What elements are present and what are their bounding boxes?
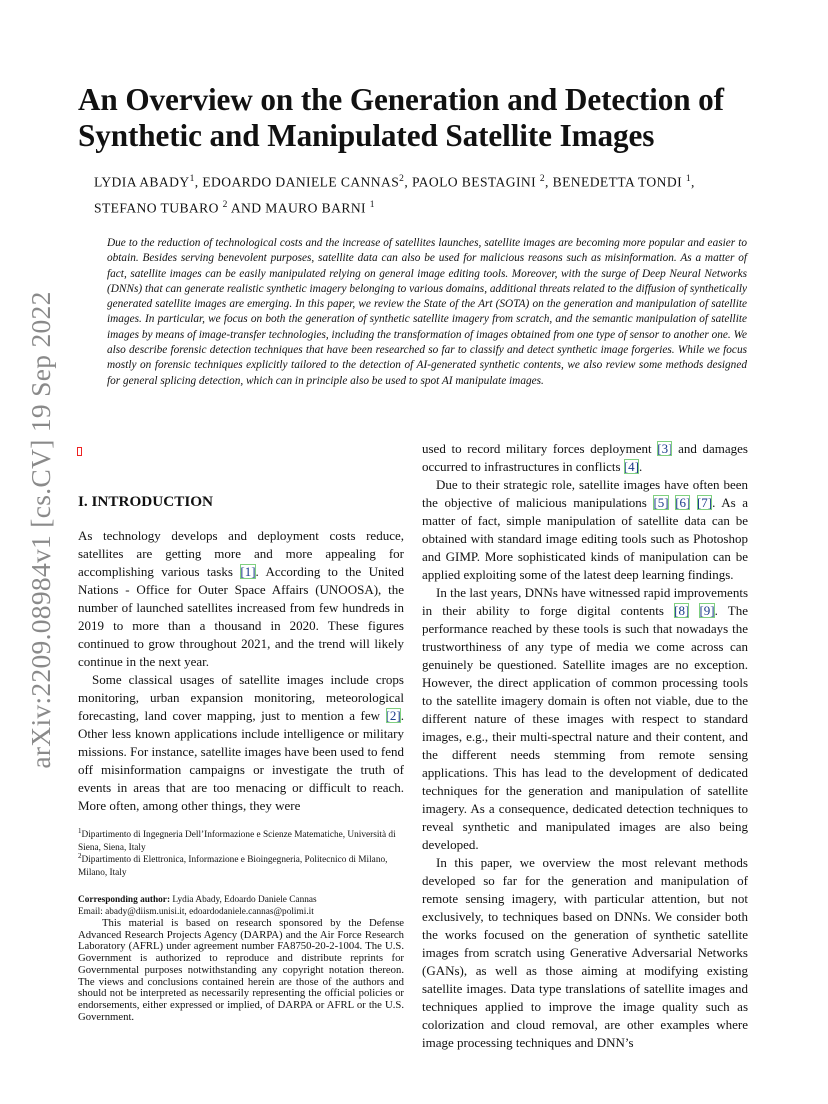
author-affiliation: 2	[399, 174, 405, 184]
arxiv-id: arXiv:2209.08984v1 [cs.CV] 19 Sep 2022	[25, 291, 56, 769]
footnote-text: Dipartimento di Ingegneria Dell’Informazione e Scienze Matematiche, Università di Siena, Siena, Italy	[78, 830, 396, 853]
paragraph	[78, 671, 404, 815]
paragraph-text: Some classical usages of satellite images include crops monitoring, urban expansion monitoring, meteorological forecasting, land cover mapping, just to mention a few	[78, 672, 404, 723]
arxiv-sidebar-stamp	[16, 291, 66, 769]
author-affiliation: 2	[539, 174, 546, 184]
citation-link[interactable]: [3]	[657, 441, 673, 456]
citation-link[interactable]: [6]	[675, 495, 691, 510]
author-name: BENEDETTA TONDI	[552, 174, 686, 190]
author-name: LYDIA ABADY	[94, 174, 190, 190]
paragraph	[422, 476, 748, 584]
paragraph-text: .	[638, 459, 643, 474]
citation-link[interactable]: [2]	[385, 708, 401, 723]
footnote-text: Dipartimento di Elettronica, Informazione e Bioingegneria, Politecnico di Milano, Milano, Italy	[78, 855, 388, 878]
footnote-mark: 2	[78, 852, 82, 860]
citation-link[interactable]: [9]	[699, 603, 715, 618]
citation-link[interactable]: [7]	[696, 495, 713, 510]
email-line: Email: abady@diism.unisi.it, edoardodaniele.cannas@polimi.it	[78, 907, 314, 918]
abstract: Due to the reduction of technological costs and the increase of satellites launches, satellite images are becoming more popular and easier to obtain. Besides serving benevolent purposes, satellite data can also be used for malicious reasons such as misinformation. As a matter of fact, satellite images can be easily manipulated relying on general image editing tools. Moreover, with the surge of Deep Neural Networks (DNNs) that can generate realistic synthetic imagery belonging to various domains, additional threats related to the diffusion of synthetically generated satellite images are emerging. In this paper, we review the State of the Art (SOTA) on the generation and manipulation of satellite images. In particular, we focus on both the generation of synthetic satellite imagery from scratch, and the semantic manipulation of satellite images by means of image-transfer technologies, including the transformation of images obtained from one type of sensor to another one. We also describe forensic detection techniques that have been researched so far to classify and detect synthetic image forgeries. While we focus mostly on forensic techniques explicitly tailored to the detection of AI-generated synthetic contents, we also review some methods designed for general splicing detection, which can in principle also be used to spot AI manipulate images.	[107, 237, 747, 387]
paragraph-text: . According to the United Nations - Office for Outer Space Affairs (UNOOSA), the number of launched satellites increased from few hundreds in 2019 to more than a thousand in 2020. These figures continued to grow throughout 2021, and the trend will likely continue in the next year.	[78, 564, 404, 669]
citation-link[interactable]: [5]	[653, 495, 669, 510]
paragraph	[78, 527, 404, 671]
paper-title: An Overview on the Generation and Detection of Synthetic and Manipulated Satellite Images	[78, 82, 724, 153]
footnote-mark: 1	[78, 827, 82, 835]
paragraph-text: In the last years, DNNs have witnessed rapid improvements in their ability to forge digital contents	[422, 585, 748, 618]
paragraph-text: Due to their strategic role, satellite images have often been the objective of malicious manipulations	[422, 477, 748, 510]
corresponding-author	[78, 894, 404, 919]
author-affiliation: 1	[369, 199, 375, 210]
right-column	[422, 440, 748, 1052]
author-name: STEFANO TUBARO	[94, 200, 223, 216]
funding-note	[78, 918, 404, 1023]
author-name: EDOARDO DANIELE CANNAS	[202, 174, 400, 190]
link-marker-icon	[77, 447, 82, 456]
citation-link[interactable]: [1]	[240, 564, 256, 579]
author-affiliation: 1	[685, 174, 691, 184]
footnote	[78, 850, 404, 879]
left-column	[78, 527, 404, 815]
citation-link[interactable]: [4]	[623, 459, 639, 474]
paragraph-text: As technology develops and deployment costs reduce, satellites are getting more and more appealing for accomplishing various tasks	[78, 528, 404, 579]
citation-link[interactable]: [8]	[674, 603, 690, 618]
paragraph-text: used to record military forces deployment	[422, 441, 658, 456]
paragraph-text: and damages occurred to infrastructures in conflicts	[422, 441, 748, 474]
author-affiliation: 2	[222, 199, 228, 210]
paragraph-text: . The performance reached by these tools is such that nowadays the trustworthiness of any type of media we come across can genuinely be questioned. Satellite images are no exception. However, the direct application of common processing tools to the satellite imagery domain is often not viable, due to the different nature of these images with respect to standard images, e.g., their multi-spectral nature and their content, and the different needs stemming from remote sensing applications. This has lead to the development of dedicated techniques for the generation and manipulation of satellite imagery. As a consequence, dedicated detection techniques to reveal synthetic and manipulated images are also being developed.	[422, 603, 749, 852]
author-name: MAURO BARNI	[265, 200, 370, 216]
author-name: PAOLO BESTAGINI	[411, 174, 540, 190]
paragraph-text: . As a matter of fact, simple manipulation of satellite data can be obtained with standard image editing tools such as Photoshop and GIMP. More sophisticated kinds of manipulation can be applied exploiting some of the latest deep learning findings.	[422, 495, 749, 582]
paragraph	[422, 584, 748, 854]
funding-text: This material is based on research sponsored by the Defense Advanced Research Projects Agency (DARPA) and the Air Force Research Laboratory (AFRL) under agreement number FA8750-20-2-1004. The U.S. Government is authorized to reproduce and distribute reprints for Governmental purposes notwithstanding any copyright notation thereon. The views and conclusions contained herein are those of the authors and should not be interpreted as necessarily representing the official policies or endorsements, either expressed or implied, of DARPA or AFRL or the U.S. Government.	[78, 917, 404, 1023]
corresponding-author-names: Lydia Abady, Edoardo Daniele Cannas	[170, 895, 317, 905]
author-list: LYDIA ABADY$^1$, EDOARDO DANIELE CANNAS$^2$, PAOLO BESTAGINI $^2$, BENEDETTA TONDI $^1$, STEFANO TUBARO $^2$ AND MAURO BARNI $^1$	[94, 174, 695, 216]
section-heading: I. INTRODUCTION	[78, 493, 214, 510]
corresponding-author-label: Corresponding author:	[78, 895, 171, 905]
paragraph: In this paper, we overview the most relevant methods developed so far for the generation and manipulation of remote sensing imagery, with particular attention, but not exclusively, to techniques based on DNNs. We consider both the works focused on the generation of synthetic satellite images from scratch using Generative Adversarial Networks (GANs), as well as those aiming at modifying existing satellite images. Data type translations of satellite images and techniques applied to improve the image quality such as colorization and cloud removal, are other examples where image processing techniques and DNN’s	[422, 855, 748, 1050]
author-affiliation: 1	[189, 174, 195, 184]
paragraph-text: . Other less known applications include intelligence or military missions. For instance, satellite images have been used to fend off misinformation campaigns or investigate the truth of events in areas that are too menacing or difficult to reach. More often, among other things, they were	[78, 708, 404, 813]
paragraph	[422, 440, 748, 476]
